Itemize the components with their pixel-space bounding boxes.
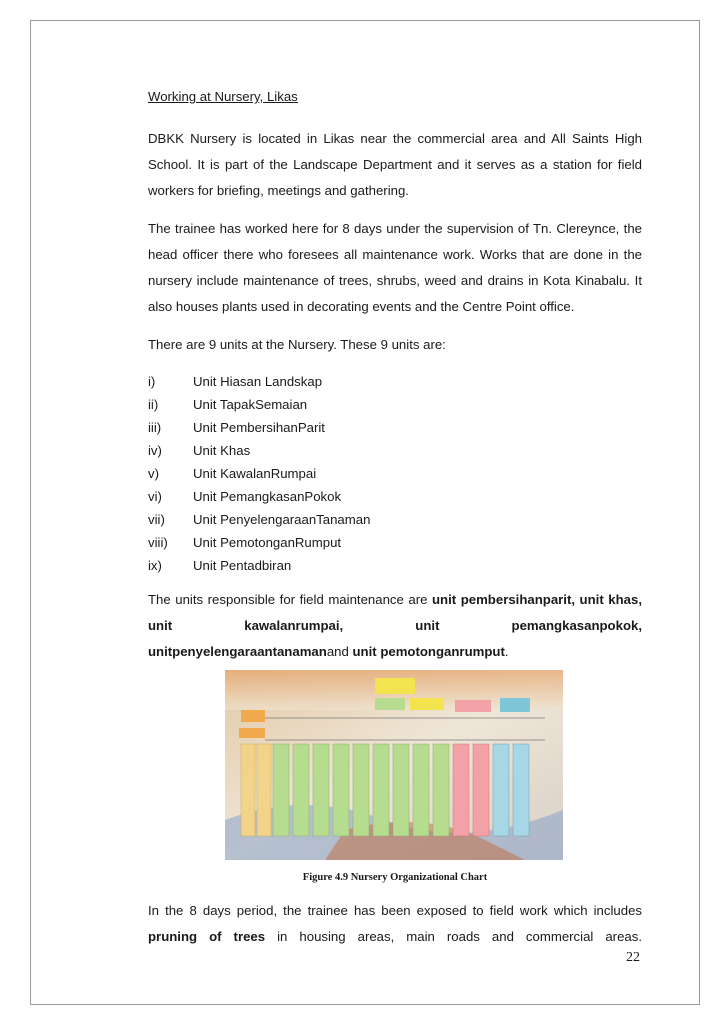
list-item [148, 531, 642, 554]
field-work-text-1: In the 8 days period, the trainee has been exposed to field work which includes [148, 903, 642, 918]
paragraph-supervision: The trainee has worked here for 8 days under the supervision of Tn. Clereynce, the head officer there who foresees all maintenance work. Works that are done in the nursery include maintenance of trees, shrubs, weed and drains in Kota Kinabalu. It also houses plants used in decorating events and the Centre Point office. [148, 221, 642, 314]
unit-name: Unit PenyelengaraanTanaman [193, 512, 371, 527]
field-units-end: . [504, 644, 509, 659]
list-item [148, 554, 642, 577]
field-work-text-2: in housing areas, main roads and commercial areas. [265, 929, 643, 944]
page-number: 22 [626, 950, 640, 965]
field-unit-2: unit kawalanrumpai, [148, 618, 344, 633]
field-unit-4: unitpenyelengaraantanaman [148, 644, 327, 659]
list-number: ix) [148, 558, 162, 573]
list-number: iv) [148, 443, 162, 458]
field-units-intro: The units responsible for field maintenance are [148, 592, 432, 607]
unit-name: Unit Hiasan Landskap [193, 374, 323, 389]
org-chart-photo-drawing [225, 670, 563, 860]
list-item [148, 485, 642, 508]
unit-name: Unit TapakSemaian [193, 397, 308, 412]
org-chart-photo [225, 670, 563, 860]
paragraph-location: DBKK Nursery is located in Likas near the commercial area and All Saints High School. It is part of the Landscape Department and it serves as a station for field workers for briefing, meetings and gathering. [148, 131, 642, 198]
list-item [148, 439, 642, 462]
list-number: ii) [148, 397, 159, 412]
field-unit-3: unit pemangkasanpokok, [415, 618, 642, 633]
unit-name: Unit PembersihanParit [193, 420, 325, 435]
paragraph-field-units [148, 587, 642, 639]
paragraph-units-intro: There are 9 units at the Nursery. These 9 units are: [148, 337, 446, 352]
section-heading: Working at Nursery, Likas [148, 89, 298, 104]
paragraph-field-units-cont [148, 639, 642, 665]
list-item [148, 462, 642, 485]
list-item [148, 508, 642, 531]
list-number: v) [148, 466, 159, 481]
list-number: vii) [148, 512, 165, 527]
field-work-bold: pruning of trees [148, 929, 266, 944]
unit-name: Unit Khas [193, 443, 251, 458]
unit-name: Unit PemotonganRumput [193, 535, 342, 550]
list-number: iii) [148, 420, 162, 435]
field-units-and: and [326, 644, 353, 659]
document-body [148, 84, 642, 677]
field-unit-5: unit pemotonganrumput [352, 644, 505, 659]
unit-name: Unit KawalanRumpai [193, 466, 317, 481]
list-item [148, 416, 642, 439]
field-unit-1: unit pembersihanparit, unit khas, [431, 592, 642, 607]
unit-name: Unit Pentadbiran [193, 558, 292, 573]
unit-name: Unit PemangkasanPokok [193, 489, 342, 504]
list-item [148, 393, 642, 416]
list-number: viii) [148, 535, 168, 550]
list-item [148, 370, 642, 393]
figure-caption: Figure 4.9 Nursery Organizational Chart [302, 872, 488, 883]
list-number: vi) [148, 489, 162, 504]
units-list [148, 370, 642, 577]
list-number: i) [148, 374, 156, 389]
paragraph-field-work [148, 898, 642, 950]
